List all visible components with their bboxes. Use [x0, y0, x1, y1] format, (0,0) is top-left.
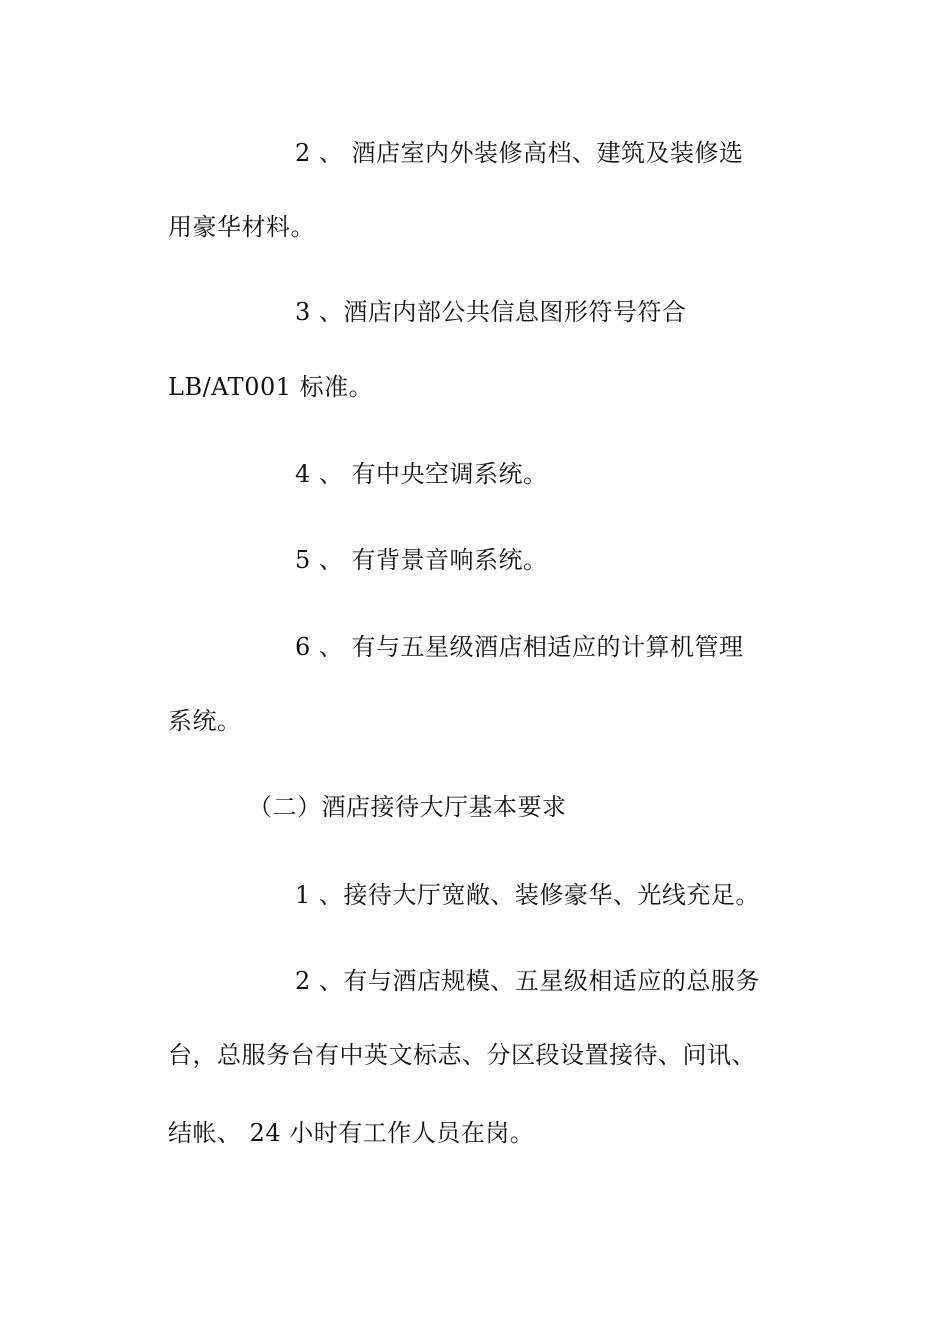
section-heading: （二）酒店接待大厅基本要求	[248, 793, 567, 821]
lobby-item-2-line-3: 结帐、 24 小时有工作人员在岗。	[168, 1119, 535, 1147]
item-2-line-2: 用豪华材料。	[168, 213, 315, 241]
item-5-line: 5 、 有背景音响系统。	[295, 546, 548, 574]
item-2-line-1: 2 、 酒店室内外装修高档、建筑及装修选	[295, 139, 744, 167]
item-3-line-2: LB/AT001 标准。	[168, 373, 374, 401]
lobby-item-2-line-2: 台，总服务台有中英文标志、分区段设置接待、问讯、	[168, 1041, 756, 1069]
item-6-line-1: 6 、 有与五星级酒店相适应的计算机管理	[295, 633, 744, 661]
item-3-line-1: 3 、酒店内部公共信息图形符号符合	[295, 298, 687, 326]
lobby-item-1-line: 1 、接待大厅宽敞、装修豪华、光线充足。	[295, 881, 760, 909]
item-6-line-2: 系统。	[168, 707, 242, 735]
lobby-item-2-line-1: 2 、有与酒店规模、五星级相适应的总服务	[295, 967, 760, 995]
item-4-line: 4 、 有中央空调系统。	[295, 460, 548, 488]
